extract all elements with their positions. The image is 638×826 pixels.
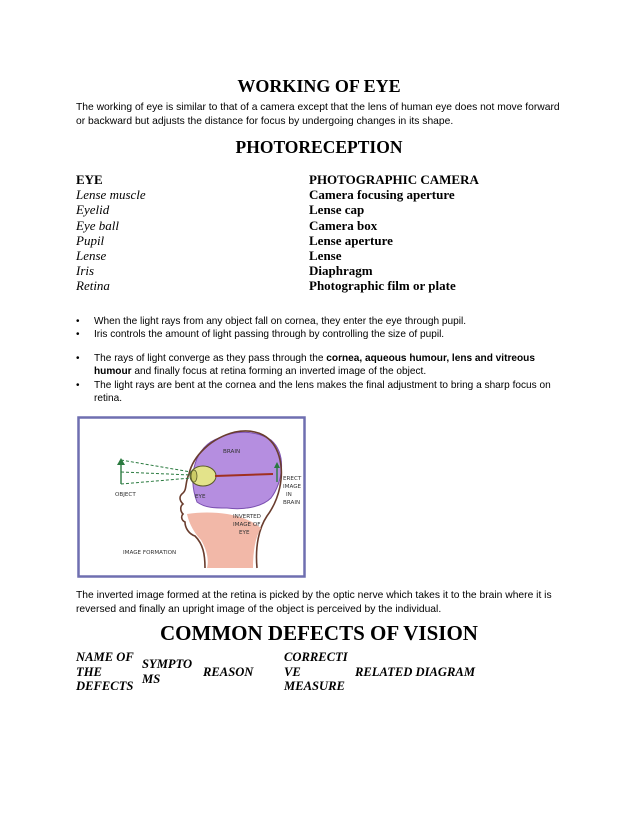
label-erect: ERECT	[283, 476, 302, 482]
camera-part-item: Camera box	[309, 217, 378, 233]
eye-part-item: Eye ball	[76, 217, 119, 233]
list-item-text: The light rays are bent at the cornea and the lens makes the final adjustment to bring a sharp focus on retina.	[94, 379, 551, 405]
list-item-text: Iris controls the amount of light passing through by controlling the size of pupil.	[94, 329, 445, 341]
eye-parts-column	[76, 172, 146, 294]
label-eye-small: EYE	[239, 530, 250, 536]
camera-parts-column	[309, 172, 479, 294]
header-line: CORRECTI	[284, 650, 348, 664]
header-line: VE	[284, 664, 301, 679]
page-title: WORKING OF EYE	[237, 76, 401, 96]
label-image-of: IMAGE OF	[233, 522, 261, 528]
list-item-bold-text: cornea, aqueous humour, lens and vitreous humour	[94, 353, 535, 378]
table-header-reason: REASON	[203, 665, 254, 679]
label-brain: BRAIN	[223, 449, 241, 455]
eye-part-item: Iris	[76, 263, 95, 279]
header-line: DEFECTS	[76, 679, 134, 694]
bullet-icon: •	[76, 329, 80, 341]
label-inverted: INVERTED	[233, 514, 261, 520]
table-header-related-diagram: RELATED DIAGRAM	[355, 665, 476, 679]
header-line: NAME OF	[76, 650, 134, 664]
table-header-name-of-defects	[76, 650, 144, 694]
bullet-list	[76, 315, 566, 342]
image-formation-diagram	[77, 416, 306, 578]
bullet-list	[76, 352, 566, 406]
label-eye: EYE	[195, 494, 206, 500]
label-in: IN	[286, 492, 292, 498]
camera-part-item: Lense aperture	[309, 232, 393, 248]
camera-part-item: Lense	[309, 248, 342, 264]
eye-part-item: Lense	[76, 248, 107, 264]
camera-column-heading: PHOTOGRAPHIC CAMERA	[309, 172, 479, 187]
label-image: IMAGE	[283, 484, 302, 490]
eye-part-item: Lense muscle	[76, 187, 146, 203]
label-object: OBJECT	[115, 492, 136, 498]
list-item-text: The rays of light converge as they pass through the	[94, 353, 327, 364]
eye-part-item: Eyelid	[76, 202, 110, 218]
header-line: THE	[76, 664, 102, 679]
bullet-icon: •	[76, 379, 80, 391]
camera-part-item: Lense cap	[309, 202, 365, 218]
header-line: MEASURE	[284, 679, 345, 694]
eye-column-heading: EYE	[76, 172, 103, 187]
header-line: SYMPTO	[142, 657, 193, 671]
camera-part-item: Diaphragm	[309, 263, 373, 279]
lens-shape	[191, 470, 197, 482]
header-line: MS	[142, 671, 161, 686]
list-item-text: When the light rays from any object fall on cornea, they enter the eye through pupil.	[94, 316, 467, 327]
list-item	[76, 352, 566, 379]
list-item	[76, 379, 566, 406]
after-diagram-paragraph: The inverted image formed at the retina is picked by the optic nerve which takes it to the brain where it is reversed and finally an upright image of the object is perceived by the individual.	[76, 590, 552, 615]
table-header-symptoms	[142, 657, 198, 686]
camera-part-item: Camera focusing aperture	[309, 187, 455, 203]
camera-part-item: Photographic film or plate	[309, 278, 456, 294]
table-header-corrective-measure	[284, 650, 350, 694]
eye-part-item: Retina	[76, 278, 110, 294]
bullet-icon: •	[76, 316, 80, 327]
list-item	[76, 328, 566, 341]
photoreception-heading: PHOTORECEPTION	[235, 137, 403, 157]
bullet-icon: •	[76, 353, 80, 364]
eye-part-item: Pupil	[76, 232, 105, 248]
defects-heading: COMMON DEFECTS OF VISION	[160, 621, 478, 645]
label-brain-small: BRAIN	[283, 500, 301, 506]
intro-paragraph: The working of eye is similar to that of a camera except that the lens of human eye does not move forward or backward but adjusts the distance for focus by undergoing changes in its shape.	[76, 102, 560, 127]
list-item	[76, 315, 566, 328]
list-item-text: and finally focus at retina forming an inverted image of the object.	[131, 366, 427, 378]
diagram-caption: IMAGE FORMATION	[123, 550, 177, 556]
